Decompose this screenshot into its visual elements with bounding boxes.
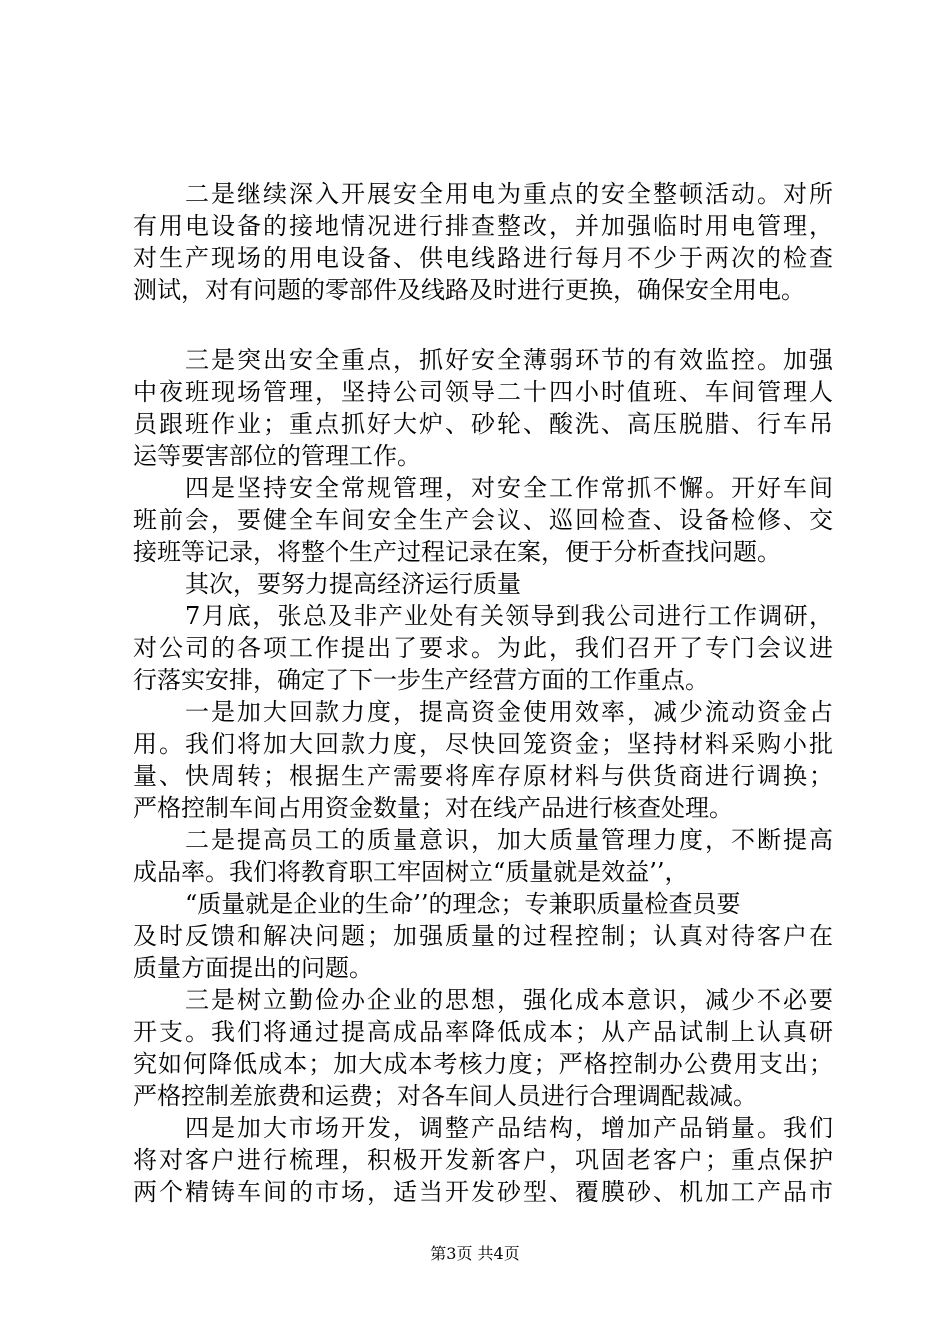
paragraph <box>133 178 833 306</box>
text-line: 及时反馈和解决问题；加强质量的过程控制；认真对待客户在 <box>133 922 833 950</box>
text-line: 有用电设备的接地情况进行排查整改，并加强临时用电管理， <box>133 212 833 240</box>
text-line: 班前会，要健全车间安全生产会议、巡回检查、设备检修、交 <box>133 506 833 534</box>
page-number-label: 第3页 共4页 <box>430 1244 520 1263</box>
paragraph <box>133 344 833 472</box>
text-line: 成品率。我们将教育职工牢固树立“质量就是效益’’， <box>133 858 689 886</box>
paragraph-gap <box>133 306 833 344</box>
text-line: 四是加大市场开发，调整产品结构，增加产品销量。我们 <box>185 1114 833 1142</box>
text-line: 二是提高员工的质量意识，加大质量管理力度，不断提高 <box>185 826 833 854</box>
text-line: 开支。我们将通过提高成品率降低成本；从产品试制上认真研 <box>133 1018 833 1046</box>
text-line: 对公司的各项工作提出了要求。为此，我们召开了专门会议进 <box>133 634 833 662</box>
text-line: 二是继续深入开展安全用电为重点的安全整顿活动。对所 <box>185 180 833 208</box>
text-line: 中夜班现场管理，坚持公司领导二十四小时值班、车间管理人 <box>133 378 833 406</box>
text-line: 两个精铸车间的市场，适当开发砂型、覆膜砂、机加工产品市 <box>133 1178 833 1206</box>
text-line: 对生产现场的用电设备、供电线路进行每月不少于两次的检查 <box>133 244 833 272</box>
paragraph <box>133 1112 833 1208</box>
text-line: 7月底，张总及非产业处有关领导到我公司进行工作调研， <box>185 602 833 630</box>
text-line: 四是坚持安全常规管理，对安全工作常抓不懈。开好车间 <box>185 474 833 502</box>
text-line: 一是加大回款力度，提高资金使用效率，减少流动资金占 <box>185 698 833 726</box>
document-body <box>133 178 833 1208</box>
text-line: 质量方面提出的问题。 <box>133 954 373 982</box>
section-heading <box>133 568 833 600</box>
paragraph <box>133 824 833 984</box>
text-line: 究如何降低成本；加大成本考核力度；严格控制办公费用支出； <box>133 1050 833 1078</box>
text-line: 三是树立勤俭办企业的思想，强化成本意识，减少不必要 <box>185 986 833 1014</box>
text-line: “质量就是企业的生命’’的理念；专兼职质量检查员要 <box>185 890 741 918</box>
paragraph <box>133 984 833 1112</box>
text-line: 运等要害部位的管理工作。 <box>133 442 421 470</box>
paragraph <box>133 472 833 568</box>
text-line: 三是突出安全重点，抓好安全薄弱环节的有效监控。加强 <box>185 346 833 374</box>
text-line: 其次，要努力提高经济运行质量 <box>185 570 521 598</box>
page-footer <box>0 1244 950 1264</box>
text-line: 严格控制差旅费和运费；对各车间人员进行合理调配裁减。 <box>133 1082 757 1110</box>
text-line: 将对客户进行梳理，积极开发新客户，巩固老客户；重点保护 <box>133 1146 833 1174</box>
paragraph <box>133 696 833 824</box>
text-line: 行落实安排，确定了下一步生产经营方面的工作重点。 <box>133 666 709 694</box>
text-line: 严格控制车间占用资金数量；对在线产品进行核查处理。 <box>133 794 733 822</box>
text-line: 量、快周转；根据生产需要将库存原材料与供货商进行调换； <box>133 762 833 790</box>
text-line: 员跟班作业；重点抓好大炉、砂轮、酸洗、高压脱腊、行车吊 <box>133 410 833 438</box>
paragraph <box>133 600 833 696</box>
text-line: 测试，对有问题的零部件及线路及时进行更换，确保安全用电。 <box>133 276 805 304</box>
text-line: 用。我们将加大回款力度，尽快回笼资金；坚持材料采购小批 <box>133 730 833 758</box>
text-line: 接班等记录，将整个生产过程记录在案，便于分析查找问题。 <box>133 538 781 566</box>
